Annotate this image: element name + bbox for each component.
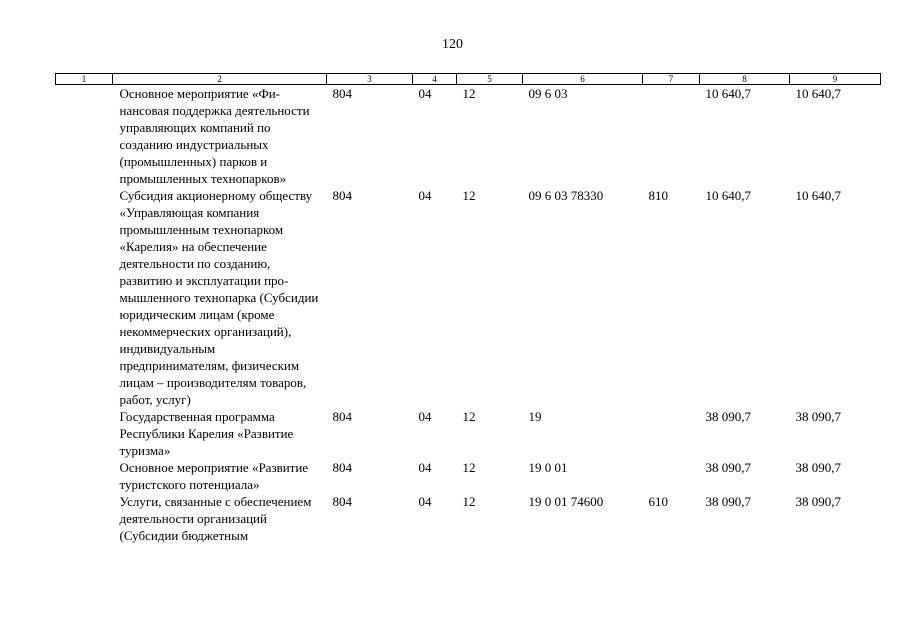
cell-col1 — [56, 408, 113, 459]
cell-col5: 12 — [462, 460, 476, 475]
table-body — [56, 85, 881, 545]
cell-col4: 04 — [418, 409, 432, 424]
cell-col3: 804 — [332, 460, 352, 475]
cell-col9: 38 090,7 — [795, 409, 841, 424]
header-row — [56, 74, 881, 85]
cell-name: Услуги, связанные с обеспечением деятельности организаций (Субсидии бюджетным — [119, 494, 312, 543]
column-header-5: 5 — [457, 74, 523, 85]
cell-col6: 09 6 03 — [528, 86, 568, 101]
cell-col7 — [643, 408, 700, 459]
column-header-4: 4 — [413, 74, 457, 85]
cell-col3: 804 — [332, 494, 352, 509]
cell-col8: 10 640,7 — [705, 188, 751, 203]
cell-col8: 10 640,7 — [705, 86, 751, 101]
cell-col7 — [643, 85, 700, 188]
cell-col5: 12 — [462, 188, 476, 203]
column-header-7: 7 — [643, 74, 700, 85]
cell-name: Субсидия акционерному обществу «Управляющая компания промышленным технопарком «Карелия» на обеспечение деятельности по созданию, развитию и эксплуатации промышленного технопарка (Субсидии юридическим лицам (кроме некоммерческих организаций), индивидуальным предпринимателям, физическим лицам – производителям товаров, работ, услуг) — [119, 188, 319, 407]
cell-col6: 09 6 03 78330 — [528, 188, 604, 203]
column-header-3: 3 — [327, 74, 413, 85]
cell-col3: 804 — [332, 409, 352, 424]
cell-col3: 804 — [332, 188, 352, 203]
cell-col1 — [56, 187, 113, 408]
cell-col5: 12 — [462, 494, 476, 509]
cell-col8: 38 090,7 — [705, 409, 751, 424]
cell-col1 — [56, 493, 113, 544]
cell-col3: 804 — [332, 86, 352, 101]
cell-col1 — [56, 459, 113, 493]
table-row — [56, 187, 881, 408]
cell-col9: 38 090,7 — [795, 460, 841, 475]
column-header-9: 9 — [790, 74, 881, 85]
cell-col1 — [56, 85, 113, 188]
table-row — [56, 85, 881, 188]
cell-col7 — [643, 459, 700, 493]
cell-col8: 38 090,7 — [705, 494, 751, 509]
cell-col9: 10 640,7 — [795, 86, 841, 101]
table-header — [56, 74, 881, 85]
cell-col6: 19 0 01 — [528, 460, 568, 475]
cell-col6: 19 — [528, 409, 542, 424]
cell-col7: 610 — [648, 494, 668, 509]
cell-name: Основное мероприятие «Финансовая поддержка деятельности управляющих компаний по созданию индустриальных (промышленных) парков и промышленных технопарков» — [119, 86, 310, 186]
cell-col5: 12 — [462, 86, 476, 101]
table-row — [56, 493, 881, 544]
cell-col4: 04 — [418, 494, 432, 509]
column-header-2: 2 — [113, 74, 327, 85]
cell-col4: 04 — [418, 460, 432, 475]
cell-col4: 04 — [418, 86, 432, 101]
cell-col7: 810 — [648, 188, 668, 203]
cell-col9: 38 090,7 — [795, 494, 841, 509]
column-header-6: 6 — [523, 74, 643, 85]
cell-name: Государственная программа Республики Карелия «Развитие туризма» — [119, 409, 294, 458]
table-row — [56, 408, 881, 459]
page-number: 120 — [442, 37, 463, 52]
cell-col9: 10 640,7 — [795, 188, 841, 203]
cell-col4: 04 — [418, 188, 432, 203]
cell-name: Основное мероприятие «Развитие туристского потенциала» — [119, 460, 309, 492]
column-header-8: 8 — [700, 74, 790, 85]
table-row — [56, 459, 881, 493]
column-header-1: 1 — [56, 74, 113, 85]
cell-col5: 12 — [462, 409, 476, 424]
budget-table — [55, 73, 881, 544]
cell-col6: 19 0 01 74600 — [528, 494, 604, 509]
cell-col8: 38 090,7 — [705, 460, 751, 475]
